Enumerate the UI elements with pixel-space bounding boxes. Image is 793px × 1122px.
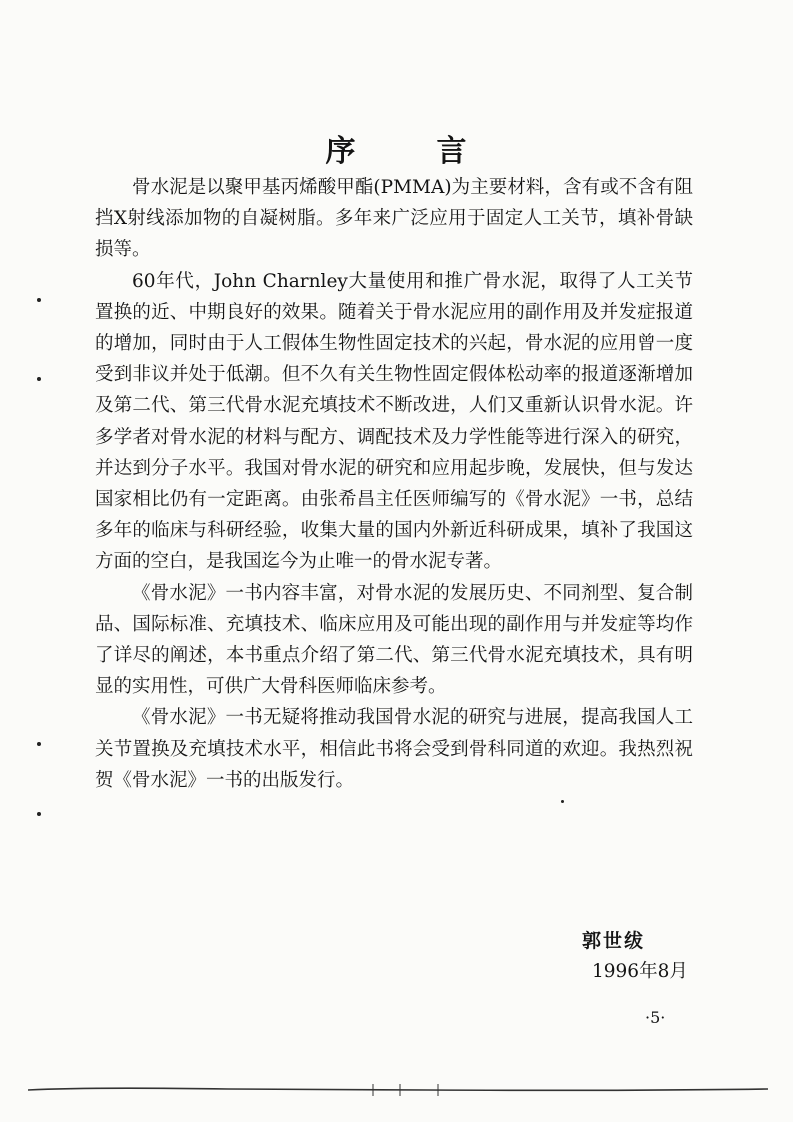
bottom-edge-rule	[28, 1084, 768, 1096]
scan-speck	[37, 377, 41, 381]
paragraph-1: 骨水泥是以聚甲基丙烯酸甲酯(PMMA)为主要材料，含有或不含有阻挡X射线添加物的自凝树脂。多年来广泛应用于固定人工关节，填补骨缺损等。	[95, 177, 693, 261]
page-number: ·5·	[645, 1008, 666, 1027]
preface-body	[95, 172, 693, 796]
paragraph-4: 《骨水泥》一书无疑将推动我国骨水泥的研究与进展，提高我国人工关节置换及充填技术水平，相信此书将会受到骨科同道的欢迎。我热烈祝贺《骨水泥》一书的出版发行。	[95, 707, 693, 791]
scan-speck	[561, 800, 564, 803]
scan-speck	[37, 298, 41, 302]
scan-speck	[37, 742, 41, 746]
page-title	[0, 126, 793, 170]
paragraph-2: 60年代，John Charnley大量使用和推广骨水泥，取得了人工关节置换的近、中期良好的效果。随着关于骨水泥应用的副作用及并发症报道的增加，同时由于人工假体生物性固定技术的兴起，骨水泥的应用曾一度受到非议并处于低潮。但不久有关生物性固定假体松动率的报道逐渐增加及第二代、第三代骨水泥充填技术不断改进，人们又重新认识骨水泥。许多学者对骨水泥的材料与配方、调配技术及力学性能等进行深入的研究，并达到分子水平。我国对骨水泥的研究和应用起步晚，发展快，但与发达国家相比仍有一定距离。由张希昌主任医师编写的《骨水泥》一书，总结多年的临床与科研经验，收集大量的国内外新近科研成果，填补了我国这方面的空白，是我国迄今为止唯一的骨水泥专著。	[95, 270, 693, 573]
title-char-2: 言	[436, 134, 468, 169]
signature-date: 1996年8月	[592, 961, 688, 982]
scan-speck	[37, 812, 41, 816]
title-char-1: 序	[325, 134, 357, 169]
paragraph-3: 《骨水泥》一书内容丰富，对骨水泥的发展历史、不同剂型、复合制品、国际标准、充填技术、临床应用及可能出现的副作用与并发症等均作了详尽的阐述，本书重点介绍了第二代、第三代骨水泥充填技术，具有明显的实用性，可供广大骨科医师临床参考。	[95, 582, 693, 698]
signature-name: 郭世绂	[582, 930, 646, 952]
